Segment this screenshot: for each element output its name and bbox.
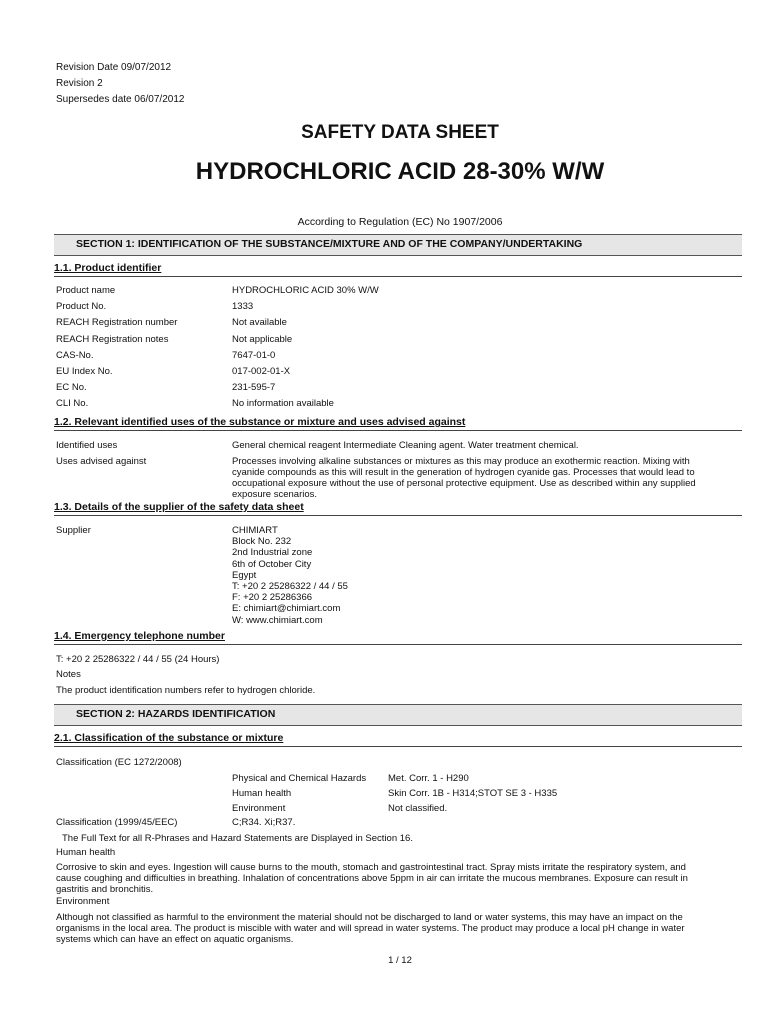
classification-value: Not classified. — [388, 803, 448, 814]
full-text-note: The Full Text for all R-Phrases and Hazard Statements are Displayed in Section 16. — [62, 833, 413, 844]
supplier-line: Egypt — [232, 569, 257, 581]
identifier-value: HYDROCHLORIC ACID 30% W/W — [232, 285, 379, 296]
subsection-1-2-heading: 1.2. Relevant identified uses of the substance or mixture and uses advised against — [54, 416, 742, 431]
identifier-label: EU Index No. — [56, 366, 113, 377]
identifier-value: 231-595-7 — [232, 382, 276, 394]
uses-advised-against-value: Processes involving alkaline substances or mixtures as this may produce an exothermic reaction. Mixing with cyanide compounds as this will result in the generation of hydrogen cyanide gas. Processes that would lead to occupational exposure without the use of personal protective equipment. Use as described within any supplied exposure scenarios. — [232, 456, 696, 500]
supplier-line: T: +20 2 25286322 / 44 / 55 — [232, 581, 348, 592]
supplier-line: W: www.chimiart.com — [232, 614, 323, 626]
subsection-1-4-heading: 1.4. Emergency telephone number — [54, 630, 742, 645]
subsection-1-1-heading: 1.1. Product identifier — [54, 262, 742, 277]
identified-uses-label: Identified uses — [56, 440, 118, 451]
classification-category: Physical and Chemical Hazards — [232, 773, 367, 784]
environment-label: Environment — [56, 896, 110, 907]
identifier-label: REACH Registration number — [56, 317, 178, 329]
supplier-line: E: chimiart@chimiart.com — [232, 603, 341, 615]
supersedes-date: Supersedes date 06/07/2012 — [56, 94, 185, 105]
notes-label: Notes — [56, 669, 81, 680]
notes-text: The product identification numbers refer to hydrogen chloride. — [56, 685, 316, 696]
identifier-label: EC No. — [56, 382, 87, 394]
page-number: 1 / 12 — [388, 955, 412, 966]
identifier-value: Not applicable — [232, 333, 293, 345]
identifier-value: 017-002-01-X — [232, 366, 291, 377]
supplier-line: 2nd Industrial zone — [232, 547, 313, 559]
identifier-label: REACH Registration notes — [56, 333, 169, 345]
classification-value: Skin Corr. 1B - H314;STOT SE 3 - H335 — [388, 788, 558, 799]
human-health-label: Human health — [56, 847, 116, 858]
subsection-1-3-heading: 1.3. Details of the supplier of the safety data sheet — [54, 501, 742, 516]
subsection-2-1-heading: 2.1. Classification of the substance or mixture — [54, 732, 742, 747]
product-title: HYDROCHLORIC ACID 28-30% W/W — [195, 158, 605, 185]
identifier-label: Product name — [56, 285, 116, 296]
revision-date: Revision Date 09/07/2012 — [56, 62, 172, 73]
supplier-label: Supplier — [56, 525, 91, 536]
supplier-line: Block No. 232 — [232, 536, 292, 548]
identifier-value: Not available — [232, 317, 287, 329]
identifier-value: 7647-01-0 — [232, 349, 276, 361]
human-health-text: Corrosive to skin and eyes. Ingestion will cause burns to the mouth, stomach and gastrointestinal tract. Spray mists irritate the respiratory system, and cause coughing and difficulties in breathing. Inhalation of concentrations above 5ppm in air can irritate the mucous membranes. Exposure can result in gastritis and bronchitis. — [56, 862, 688, 895]
section-2-title: SECTION 2: HAZARDS IDENTIFICATION — [76, 708, 276, 720]
identifier-value: 1333 — [232, 301, 254, 313]
section-1-title: SECTION 1: IDENTIFICATION OF THE SUBSTANCE/MIXTURE AND OF THE COMPANY/UNDERTAKING — [76, 238, 583, 250]
sheet-title: SAFETY DATA SHEET — [301, 122, 499, 143]
identifier-label: CLI No. — [56, 398, 89, 410]
environment-text: Although not classified as harmful to the environment the material should not be discharged to land or water systems, this may have an impact on the organisms in the local area. The product is miscible with water and will spread in water systems. The product may produce a local pH change in water systems which can have an effect on aquatic organisms. — [56, 912, 685, 945]
classification-category: Environment — [232, 803, 286, 814]
identified-uses-value: General chemical reagent Intermediate Cleaning agent. Water treatment chemical. — [232, 440, 579, 451]
identifier-value: No information available — [232, 398, 334, 410]
revision-number: Revision 2 — [56, 78, 103, 89]
classification-ec-label: Classification (EC 1272/2008) — [56, 757, 182, 768]
supplier-line: 6th of October City — [232, 558, 312, 570]
identifier-label: CAS-No. — [56, 349, 94, 361]
section-2-header — [54, 704, 742, 726]
classification-old-label: Classification (1999/45/EEC) — [56, 817, 178, 828]
supplier-line: F: +20 2 25286366 — [232, 592, 313, 604]
classification-old-value: C;R34. Xi;R37. — [232, 817, 296, 828]
classification-value: Met. Corr. 1 - H290 — [388, 773, 469, 784]
uses-advised-against-label: Uses advised against — [56, 456, 147, 467]
identifier-label: Product No. — [56, 301, 107, 313]
section-1-header — [54, 234, 742, 256]
regulation-line: According to Regulation (EC) No 1907/2006 — [297, 216, 503, 228]
supplier-line: CHIMIART — [232, 525, 278, 536]
classification-category: Human health — [232, 788, 292, 799]
emergency-phone: T: +20 2 25286322 / 44 / 55 (24 Hours) — [56, 654, 220, 665]
